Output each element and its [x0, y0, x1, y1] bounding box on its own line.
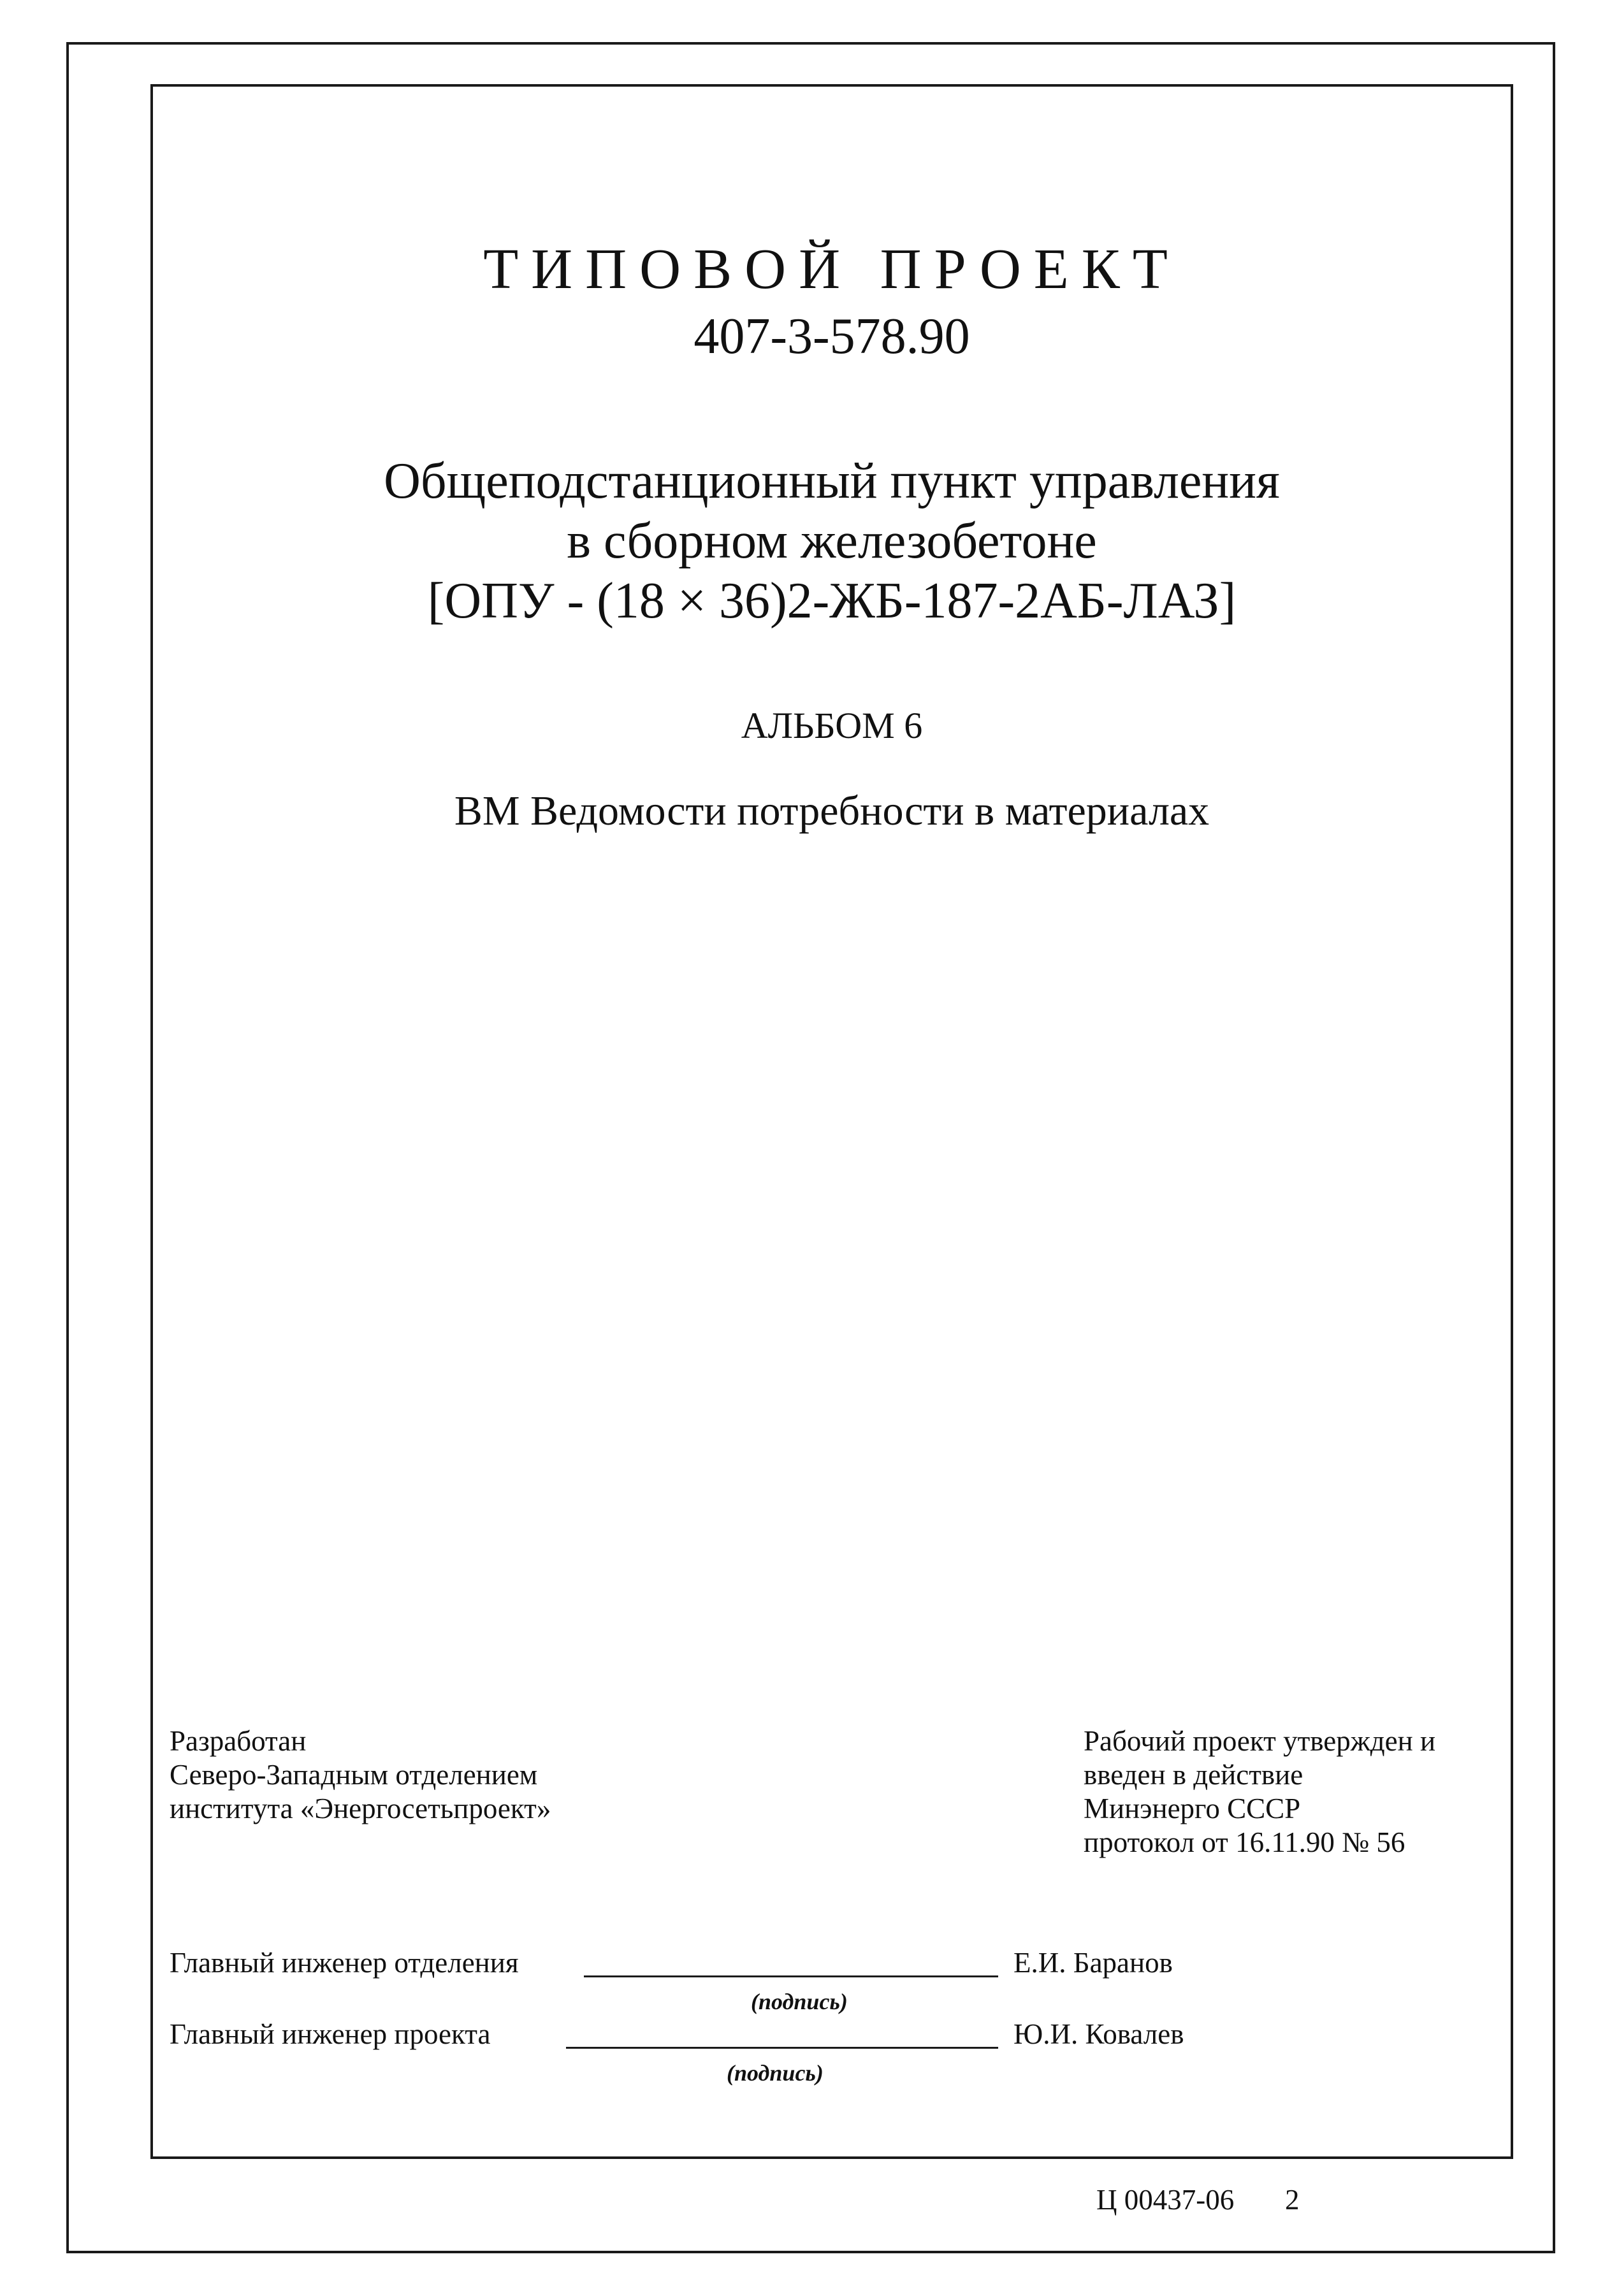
- developer-block: [170, 1724, 551, 1826]
- project-code: 407-3-578.90: [693, 308, 970, 365]
- approval-block: [1084, 1724, 1435, 1859]
- developer-line-2: Северо-Западным отделением: [170, 1759, 538, 1791]
- approval-line-3: Минэнерго СССР: [1084, 1793, 1301, 1824]
- approval-line-1: Рабочий проект утвержден и: [1084, 1725, 1436, 1757]
- object-name-line-1: Общеподстанционный пункт управления: [384, 453, 1280, 509]
- approval-line-4: протокол от 16.11.90 № 56: [1084, 1826, 1405, 1858]
- signature-name-1: Е.И. Баранов: [1013, 1947, 1173, 1979]
- developer-line-1: Разработан: [170, 1725, 307, 1757]
- object-name-line-2: в сборном железобетоне: [567, 513, 1097, 569]
- object-name-line-3: [ОПУ - (18 × 36)2-ЖБ-187-2АБ-ЛАЗ]: [427, 573, 1237, 629]
- album-subtitle: ВМ Ведомости потребности в материалах: [454, 788, 1210, 834]
- object-name: [150, 451, 1513, 631]
- signature-name-2: Ю.И. Ковалев: [1013, 2018, 1184, 2050]
- signature-role-1: Главный инженер отделения: [170, 1947, 519, 1979]
- approval-line-2: введен в действие: [1084, 1759, 1303, 1791]
- developer-line-3: института «Энергосетьпроект»: [170, 1793, 551, 1824]
- signature-line-1: [584, 1950, 998, 1977]
- signature-hint-1: (подпись): [751, 1989, 848, 2014]
- page-number: 2: [1285, 2184, 1300, 2216]
- signature-line-2: [566, 2021, 998, 2049]
- document-code: Ц 00437-06: [1096, 2184, 1235, 2216]
- document-heading: ТИПОВОЙ ПРОЕКТ: [483, 238, 1180, 301]
- signature-hint-2: (подпись): [727, 2060, 824, 2086]
- album-label: АЛЬБОМ 6: [741, 705, 923, 746]
- signature-role-2: Главный инженер проекта: [170, 2018, 491, 2050]
